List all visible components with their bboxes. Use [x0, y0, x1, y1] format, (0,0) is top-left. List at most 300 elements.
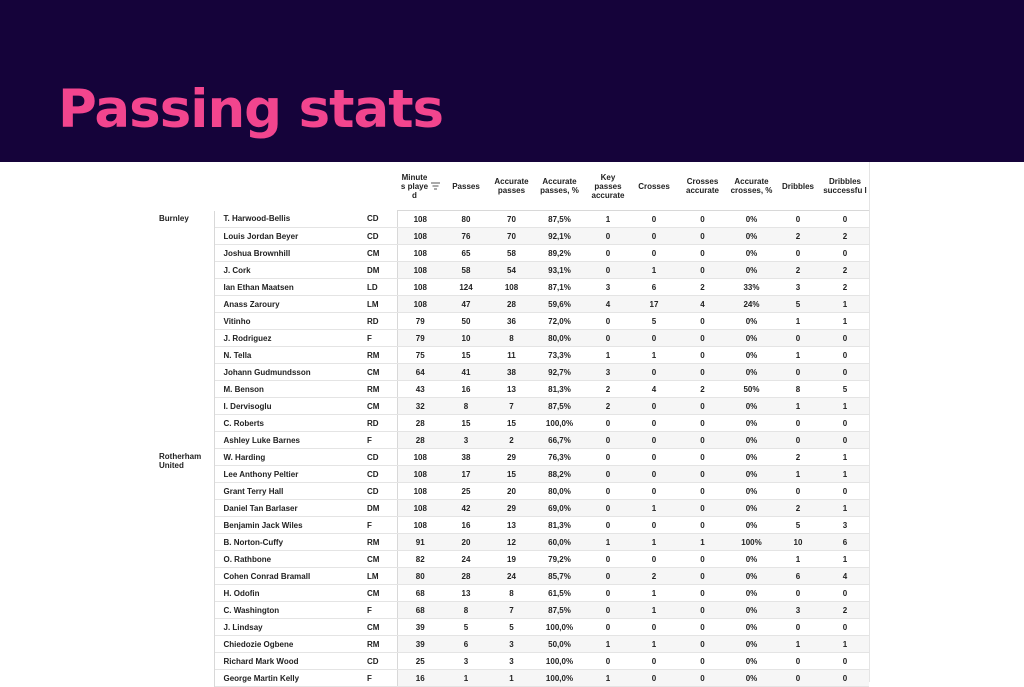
stat-cell: 3 [443, 653, 489, 670]
player-position: CM [359, 585, 397, 602]
stat-cell: 0 [677, 483, 728, 500]
stat-cell: 70 [489, 211, 534, 228]
player-position: RM [359, 347, 397, 364]
stat-cell: 0 [821, 364, 869, 381]
stat-cell: 15 [489, 466, 534, 483]
header-dribbles[interactable]: Dribbles [775, 162, 821, 211]
stat-cell: 0 [821, 415, 869, 432]
table-row [155, 653, 869, 670]
stat-cell: 0 [631, 670, 677, 687]
player-name: J. Lindsay [214, 619, 359, 636]
table-row [155, 636, 869, 653]
stat-cell: 100,0% [534, 415, 585, 432]
stat-cell: 47 [443, 296, 489, 313]
stat-cell: 2 [677, 381, 728, 398]
stat-cell: 38 [443, 449, 489, 466]
stat-cell: 0% [728, 449, 775, 466]
stat-cell: 0 [631, 415, 677, 432]
table-body [155, 211, 869, 687]
player-position: F [359, 670, 397, 687]
sort-descending-icon[interactable] [431, 182, 440, 190]
player-position: RM [359, 381, 397, 398]
player-position: CM [359, 619, 397, 636]
table-row [155, 517, 869, 534]
stat-cell: 1 [585, 534, 631, 551]
table-row [155, 551, 869, 568]
player-name: N. Tella [214, 347, 359, 364]
stat-cell: 0 [821, 670, 869, 687]
table-row [155, 500, 869, 517]
stat-cell: 5 [489, 619, 534, 636]
stat-cell: 2 [631, 568, 677, 585]
stat-cell: 19 [489, 551, 534, 568]
stat-cell: 0% [728, 415, 775, 432]
table-row [155, 296, 869, 313]
player-name: Benjamin Jack Wiles [214, 517, 359, 534]
stat-cell: 4 [821, 568, 869, 585]
stat-cell: 0 [775, 432, 821, 449]
player-name: Joshua Brownhill [214, 245, 359, 262]
stat-cell: 87,1% [534, 279, 585, 296]
stat-cell: 0 [585, 602, 631, 619]
stat-cell: 1 [489, 670, 534, 687]
stat-cell: 0 [585, 619, 631, 636]
stat-cell: 82 [397, 551, 443, 568]
stat-cell: 0% [728, 262, 775, 279]
table-row [155, 466, 869, 483]
stat-cell: 7 [489, 398, 534, 415]
stat-cell: 3 [443, 432, 489, 449]
stat-cell: 0% [728, 670, 775, 687]
player-position: DM [359, 262, 397, 279]
stat-cell: 0 [677, 653, 728, 670]
stat-cell: 0 [677, 211, 728, 228]
stat-cell: 0 [677, 670, 728, 687]
stat-cell: 2 [489, 432, 534, 449]
table-row [155, 279, 869, 296]
stat-cell: 80,0% [534, 330, 585, 347]
table-row [155, 381, 869, 398]
stat-cell: 66,7% [534, 432, 585, 449]
stat-cell: 3 [775, 279, 821, 296]
player-name: Louis Jordan Beyer [214, 228, 359, 245]
header-crosses-accurate[interactable]: Crosses accurate [677, 162, 728, 211]
stat-cell: 76,3% [534, 449, 585, 466]
stat-cell: 0 [585, 500, 631, 517]
stat-cell: 0 [821, 483, 869, 500]
stat-cell: 38 [489, 364, 534, 381]
stat-cell: 0 [585, 228, 631, 245]
stat-cell: 92,1% [534, 228, 585, 245]
stat-cell: 0 [585, 415, 631, 432]
stat-cell: 1 [821, 296, 869, 313]
stat-cell: 0 [677, 449, 728, 466]
stat-cell: 68 [397, 585, 443, 602]
stat-cell: 59,6% [534, 296, 585, 313]
table-right-border [869, 162, 870, 682]
stat-cell: 79,2% [534, 551, 585, 568]
stat-cell: 73,3% [534, 347, 585, 364]
player-position: LM [359, 568, 397, 585]
player-position: DM [359, 500, 397, 517]
player-position: RM [359, 636, 397, 653]
stat-cell: 2 [775, 228, 821, 245]
player-position: CM [359, 364, 397, 381]
stat-cell: 0% [728, 602, 775, 619]
player-name: B. Norton-Cuffy [214, 534, 359, 551]
stat-cell: 0% [728, 619, 775, 636]
player-position: CM [359, 551, 397, 568]
stat-cell: 1 [821, 636, 869, 653]
stat-cell: 0% [728, 483, 775, 500]
stat-cell: 79 [397, 313, 443, 330]
player-position: F [359, 432, 397, 449]
stat-cell: 0 [585, 330, 631, 347]
header-minutes[interactable] [397, 162, 443, 211]
stat-cell: 70 [489, 228, 534, 245]
stat-cell: 24 [443, 551, 489, 568]
player-name: W. Harding [214, 449, 359, 466]
stat-cell: 0 [677, 602, 728, 619]
stat-cell: 0% [728, 517, 775, 534]
stat-cell: 80,0% [534, 483, 585, 500]
stat-cell: 1 [585, 211, 631, 228]
player-name: Chiedozie Ogbene [214, 636, 359, 653]
header-team [155, 162, 214, 211]
stat-cell: 0 [821, 347, 869, 364]
player-position: LD [359, 279, 397, 296]
table-row [155, 211, 869, 228]
stat-cell: 8 [489, 585, 534, 602]
header-player [214, 162, 359, 211]
stat-cell: 68 [397, 602, 443, 619]
stat-cell: 16 [443, 517, 489, 534]
player-name: C. Roberts [214, 415, 359, 432]
stat-cell: 0% [728, 228, 775, 245]
stat-cell: 1 [631, 602, 677, 619]
stat-cell: 13 [489, 381, 534, 398]
table-row [155, 619, 869, 636]
header-accurate-passes[interactable]: Accurate passes [489, 162, 534, 211]
stat-cell: 0 [677, 432, 728, 449]
stat-cell: 3 [489, 636, 534, 653]
table-row [155, 602, 869, 619]
stat-cell: 4 [585, 296, 631, 313]
table-row [155, 483, 869, 500]
stat-cell: 2 [821, 262, 869, 279]
stat-cell: 0 [821, 653, 869, 670]
stat-cell: 100% [728, 534, 775, 551]
stat-cell: 1 [585, 636, 631, 653]
stat-cell: 1 [821, 551, 869, 568]
stat-cell: 1 [631, 636, 677, 653]
stat-cell: 1 [443, 670, 489, 687]
stat-cell: 3 [489, 653, 534, 670]
table-row [155, 568, 869, 585]
player-name: Daniel Tan Barlaser [214, 500, 359, 517]
stat-cell: 1 [677, 534, 728, 551]
player-name: J. Rodriguez [214, 330, 359, 347]
stat-cell: 2 [775, 449, 821, 466]
stat-cell: 0 [677, 245, 728, 262]
stat-cell: 0 [677, 415, 728, 432]
player-position: F [359, 330, 397, 347]
stat-cell: 0% [728, 313, 775, 330]
stat-cell: 108 [397, 245, 443, 262]
header-dribbles-successful[interactable]: Dribbles successfu l [821, 162, 869, 211]
stat-cell: 0% [728, 432, 775, 449]
player-position: RD [359, 313, 397, 330]
stat-cell: 1 [775, 636, 821, 653]
player-name: C. Washington [214, 602, 359, 619]
stat-cell: 5 [631, 313, 677, 330]
stat-cell: 1 [585, 670, 631, 687]
player-name: H. Odofin [214, 585, 359, 602]
stat-cell: 28 [443, 568, 489, 585]
stat-cell: 2 [677, 279, 728, 296]
table-row [155, 245, 869, 262]
header-crosses[interactable]: Crosses [631, 162, 677, 211]
stat-cell: 16 [443, 381, 489, 398]
stat-cell: 25 [397, 653, 443, 670]
stat-cell: 0 [585, 466, 631, 483]
stat-cell: 0 [677, 364, 728, 381]
stat-cell: 0 [775, 245, 821, 262]
stat-cell: 0 [677, 636, 728, 653]
stat-cell: 29 [489, 449, 534, 466]
table-row [155, 670, 869, 687]
stat-cell: 7 [489, 602, 534, 619]
stat-cell: 0 [631, 619, 677, 636]
table-row [155, 415, 869, 432]
stat-cell: 0% [728, 585, 775, 602]
stat-cell: 1 [821, 313, 869, 330]
stat-cell: 39 [397, 636, 443, 653]
stat-cell: 4 [677, 296, 728, 313]
header-key-passes[interactable]: Key passes accurate [585, 162, 631, 211]
passing-stats-table [155, 162, 869, 687]
stat-cell: 0 [631, 432, 677, 449]
stat-cell: 81,3% [534, 517, 585, 534]
stat-cell: 2 [775, 262, 821, 279]
player-position: CM [359, 245, 397, 262]
player-name: J. Cork [214, 262, 359, 279]
stat-cell: 0 [631, 466, 677, 483]
stat-cell: 0 [585, 313, 631, 330]
player-position: RD [359, 415, 397, 432]
stat-cell: 108 [397, 500, 443, 517]
stat-cell: 1 [821, 398, 869, 415]
stat-cell: 0% [728, 551, 775, 568]
stat-cell: 65 [443, 245, 489, 262]
header-position [359, 162, 397, 211]
stat-cell: 2 [821, 228, 869, 245]
stat-cell: 60,0% [534, 534, 585, 551]
stat-cell: 6 [443, 636, 489, 653]
player-position: RM [359, 534, 397, 551]
stat-cell: 0 [677, 347, 728, 364]
stat-cell: 0% [728, 347, 775, 364]
stat-cell: 0 [631, 211, 677, 228]
stat-cell: 1 [821, 449, 869, 466]
stat-cell: 11 [489, 347, 534, 364]
page-header [0, 0, 1024, 162]
stat-cell: 1 [821, 500, 869, 517]
stat-cell: 1 [775, 398, 821, 415]
stat-cell: 50% [728, 381, 775, 398]
table-row [155, 262, 869, 279]
stat-cell: 2 [585, 381, 631, 398]
stat-cell: 16 [397, 670, 443, 687]
stat-cell: 0% [728, 500, 775, 517]
stat-cell: 0 [677, 517, 728, 534]
stat-cell: 100,0% [534, 670, 585, 687]
table-row [155, 330, 869, 347]
stat-cell: 15 [443, 415, 489, 432]
player-name: Lee Anthony Peltier [214, 466, 359, 483]
table-row [155, 432, 869, 449]
stat-cell: 2 [775, 500, 821, 517]
player-name: O. Rathbone [214, 551, 359, 568]
stat-cell: 108 [397, 211, 443, 228]
stat-cell: 0 [585, 568, 631, 585]
stat-cell: 0 [585, 449, 631, 466]
stat-cell: 8 [443, 602, 489, 619]
table-row [155, 449, 869, 466]
passing-stats-table-wrap [155, 162, 870, 687]
player-name: M. Benson [214, 381, 359, 398]
header-passes[interactable]: Passes [443, 162, 489, 211]
stat-cell: 50,0% [534, 636, 585, 653]
stat-cell: 0 [631, 364, 677, 381]
stat-cell: 100,0% [534, 619, 585, 636]
header-accurate-crosses-pct[interactable]: Accurate crosses, % [728, 162, 775, 211]
stat-cell: 3 [821, 517, 869, 534]
stat-cell: 91 [397, 534, 443, 551]
stat-cell: 0 [631, 653, 677, 670]
stat-cell: 10 [775, 534, 821, 551]
stat-cell: 4 [631, 381, 677, 398]
stat-cell: 0 [631, 330, 677, 347]
stat-cell: 93,1% [534, 262, 585, 279]
stat-cell: 1 [631, 585, 677, 602]
player-name: Ian Ethan Maatsen [214, 279, 359, 296]
table-row [155, 228, 869, 245]
stat-cell: 108 [397, 296, 443, 313]
stat-cell: 0 [775, 483, 821, 500]
stat-cell: 64 [397, 364, 443, 381]
stat-cell: 87,5% [534, 602, 585, 619]
stat-cell: 0 [585, 245, 631, 262]
stat-cell: 58 [489, 245, 534, 262]
stat-cell: 108 [397, 262, 443, 279]
stat-cell: 0 [585, 262, 631, 279]
player-position: CD [359, 449, 397, 466]
stat-cell: 5 [775, 296, 821, 313]
stat-cell: 42 [443, 500, 489, 517]
header-row [155, 162, 869, 211]
stat-cell: 0% [728, 466, 775, 483]
stat-cell: 0% [728, 330, 775, 347]
player-name: Cohen Conrad Bramall [214, 568, 359, 585]
stat-cell: 6 [821, 534, 869, 551]
stat-cell: 17 [631, 296, 677, 313]
stat-cell: 108 [397, 279, 443, 296]
stat-cell: 5 [775, 517, 821, 534]
stat-cell: 0% [728, 568, 775, 585]
table-row [155, 313, 869, 330]
stat-cell: 8 [489, 330, 534, 347]
stat-cell: 0 [585, 517, 631, 534]
stat-cell: 87,5% [534, 398, 585, 415]
player-position: CD [359, 211, 397, 228]
player-name: Richard Mark Wood [214, 653, 359, 670]
stat-cell: 24% [728, 296, 775, 313]
player-position: CD [359, 653, 397, 670]
stat-cell: 92,7% [534, 364, 585, 381]
stat-cell: 24 [489, 568, 534, 585]
stat-cell: 0 [821, 330, 869, 347]
stat-cell: 2 [821, 602, 869, 619]
stat-cell: 89,2% [534, 245, 585, 262]
stat-cell: 3 [775, 602, 821, 619]
team-name: Rotherham United [155, 449, 214, 687]
stat-cell: 8 [775, 381, 821, 398]
stat-cell: 0 [677, 398, 728, 415]
stat-cell: 3 [585, 279, 631, 296]
stat-cell: 54 [489, 262, 534, 279]
player-name: Ashley Luke Barnes [214, 432, 359, 449]
stat-cell: 0 [821, 245, 869, 262]
stat-cell: 0 [631, 228, 677, 245]
stat-cell: 1 [631, 500, 677, 517]
stat-cell: 2 [821, 279, 869, 296]
stat-cell: 28 [397, 432, 443, 449]
stat-cell: 0% [728, 636, 775, 653]
stat-cell: 0 [775, 330, 821, 347]
stat-cell: 0 [631, 517, 677, 534]
stat-cell: 36 [489, 313, 534, 330]
stat-cell: 20 [443, 534, 489, 551]
stat-cell: 1 [775, 551, 821, 568]
stat-cell: 69,0% [534, 500, 585, 517]
stat-cell: 108 [489, 279, 534, 296]
header-label: Minute s playe d [400, 172, 429, 200]
stat-cell: 1 [775, 347, 821, 364]
player-position: LM [359, 296, 397, 313]
stat-cell: 39 [397, 619, 443, 636]
stat-cell: 1 [585, 347, 631, 364]
table-row [155, 585, 869, 602]
stat-cell: 0 [677, 466, 728, 483]
stat-cell: 3 [585, 364, 631, 381]
player-name: T. Harwood-Bellis [214, 211, 359, 228]
stat-cell: 124 [443, 279, 489, 296]
stat-cell: 0 [677, 313, 728, 330]
stat-cell: 0% [728, 245, 775, 262]
stat-cell: 0 [677, 619, 728, 636]
stat-cell: 25 [443, 483, 489, 500]
stat-cell: 1 [821, 466, 869, 483]
table-row [155, 347, 869, 364]
stat-cell: 0 [821, 585, 869, 602]
player-position: F [359, 602, 397, 619]
stat-cell: 0% [728, 398, 775, 415]
header-accurate-passes-pct[interactable]: Accurate passes, % [534, 162, 585, 211]
stat-cell: 1 [775, 466, 821, 483]
stat-cell: 100,0% [534, 653, 585, 670]
stat-cell: 0 [775, 670, 821, 687]
